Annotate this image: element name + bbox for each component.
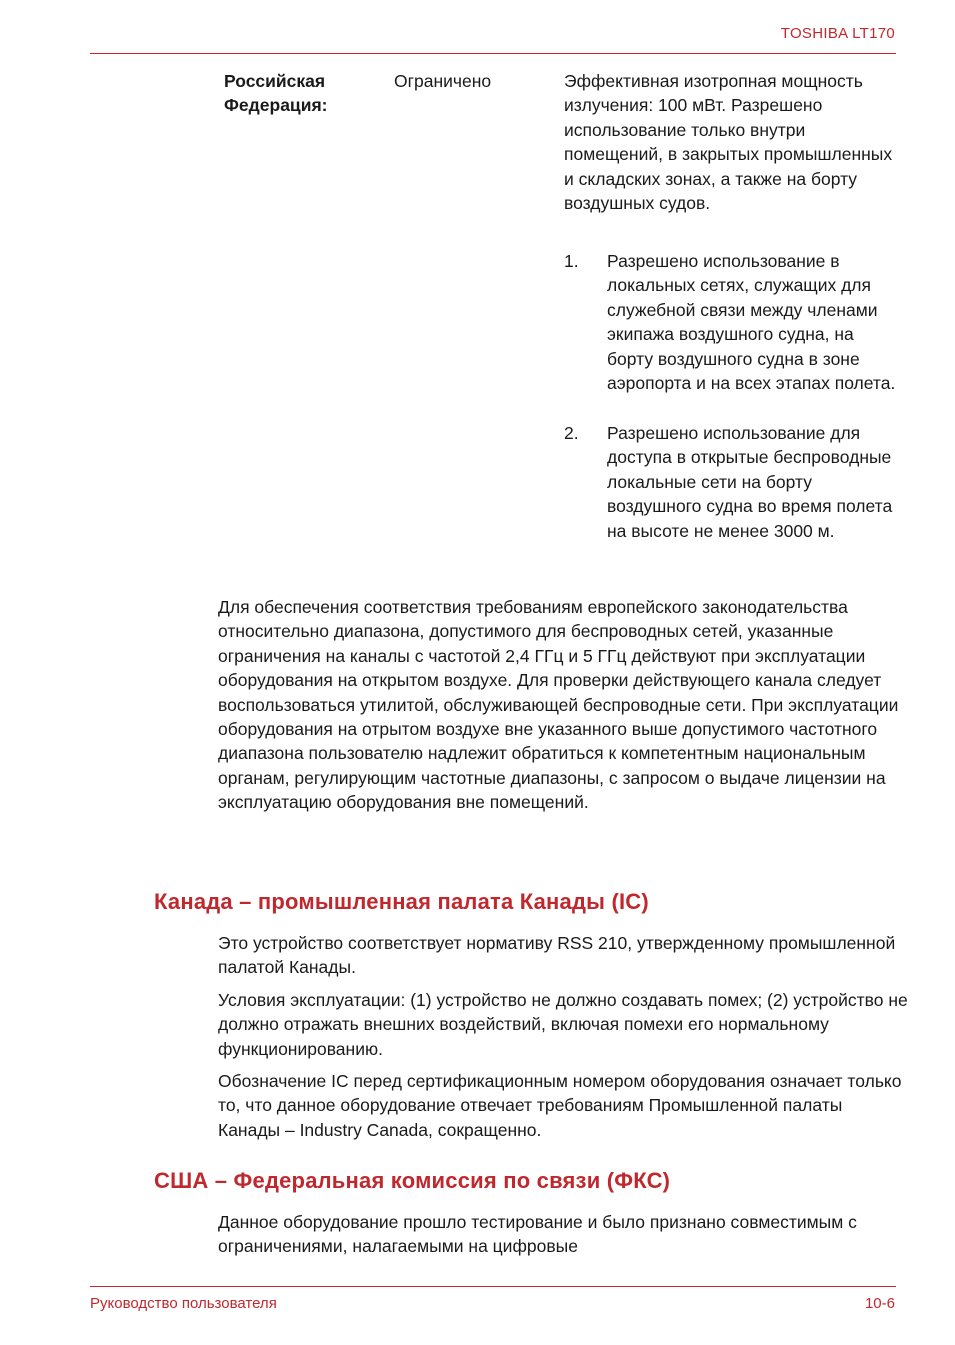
paragraph: Обозначение IC перед сертификационным номером оборудования означает только то, что данное оборудование отвечает требованиям Промышленной палаты Канады – Industry Canada, сокращенно. (218, 1071, 902, 1140)
list-item-number: 2. (564, 423, 579, 443)
list-item-text: Разрешено использование в локальных сетях, служащих для служебной связи между членами экипажа воздушного судна, на борту воздушного судна в зоне аэропорта и на всех этапах полета. (607, 251, 896, 394)
list-item-text: Разрешено использование для доступа в открытые беспроводные локальные сети на борту воздушного судна во время полета на высоте не менее 3000 м. (607, 423, 893, 541)
paragraph: Это устройство соответствует нормативу RSS 210, утвержденному промышленной палатой Канады. (218, 933, 896, 978)
footer-divider (90, 1286, 896, 1287)
header-divider (90, 53, 896, 54)
document-header-title: TOSHIBA LT170 (780, 25, 895, 42)
table-cell-status: Ограничено (394, 71, 492, 91)
page-number: 10-6 (864, 1295, 895, 1312)
section-heading-canada: Канада – промышленная палата Канады (IC) (154, 889, 649, 914)
section-heading-usa: США – Федеральная комиссия по связи (ФКС) (154, 1168, 671, 1193)
paragraph: Условия эксплуатации: (1) устройство не должно создавать помех; (2) устройство не должно отражать внешних воздействий, включая помехи его нормальному функционированию. (218, 990, 908, 1059)
paragraph: Данное оборудование прошло тестирование и было признано совместимым с ограничениями, налагаемыми на цифровые (218, 1212, 857, 1257)
table-cell-description: Эффективная изотропная мощность излучения: 100 мВт. Разрешено использование только внутри помещений, в закрытых промышленных и складских зонах, а также на борту воздушных судов. (564, 71, 893, 214)
paragraph-eu-regulations: Для обеспечения соответствия требованиям европейского законодательства относительно диапазона, допустимого для беспроводных сетей, указанные ограничения на каналы с частотой 2,4 ГГц и 5 ГГц действуют при эксплуатации оборудования на открытом воздухе. Для проверки действующего канала следует воспользоваться утилитой, обслуживающей беспроводные сети. При эксплуатации оборудования на отрытом воздухе вне указанного выше допустимого частотного диапазона пользователю надлежит обратиться к компетентным национальным органам, регулирующим частотные диапазоны, с запросом о выдаче лицензии на эксплуатацию оборудования вне помещений. (218, 597, 899, 813)
table-cell-country: Российская Федерация: (224, 71, 328, 116)
footer-guide-title: Руководство пользователя (90, 1295, 277, 1312)
list-item-number: 1. (564, 251, 579, 271)
